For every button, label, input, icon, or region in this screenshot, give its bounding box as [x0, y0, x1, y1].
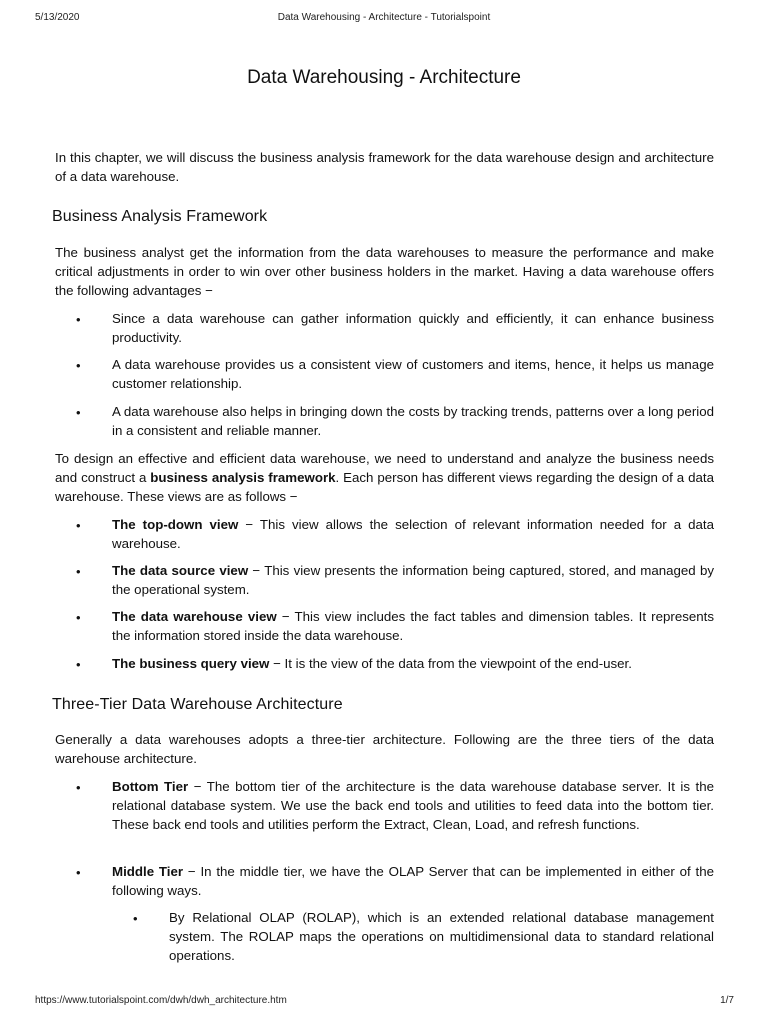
- bullet-icon: •: [133, 911, 138, 926]
- bullet-icon: •: [76, 564, 81, 579]
- section-heading-business-analysis: Business Analysis Framework: [52, 208, 268, 225]
- tier-item: Bottom Tier − The bottom tier of the architecture is the data warehouse database server. It is the relational database system. We use the back end tools and utilities to feed data into the bottom tier. These back end tools and utilities perform the Extract, Clean, Load, and refresh functions.: [112, 779, 714, 832]
- bullet-icon: •: [76, 780, 81, 795]
- view-item: The top-down view − This view allows the selection of relevant information needed for a data warehouse.: [112, 517, 714, 551]
- business-analyst-paragraph: The business analyst get the information from the data warehouses to measure the performance and make critical adjustments in order to win over other business holders in the market. Having a data warehouse offers the following advantages −: [55, 245, 714, 298]
- view-item: The business query view − It is the view of the data from the viewpoint of the end-user.: [112, 656, 632, 671]
- intro-paragraph: In this chapter, we will discuss the business analysis framework for the data warehouse design and architecture of a data warehouse.: [55, 150, 714, 184]
- sub-item: By Relational OLAP (ROLAP), which is an extended relational database management system. The ROLAP maps the operations on multidimensional data to standard relational operations.: [169, 910, 714, 963]
- page-title: Data Warehousing - Architecture: [247, 67, 521, 88]
- print-date: 5/13/2020: [35, 12, 80, 23]
- bullet-icon: •: [76, 358, 81, 373]
- page-number: 1/7: [720, 995, 734, 1006]
- print-page-title: Data Warehousing - Architecture - Tutorialspoint: [277, 12, 491, 23]
- bullet-icon: •: [76, 312, 81, 327]
- bold-term: business analysis framework: [150, 470, 336, 485]
- advantage-item: Since a data warehouse can gather information quickly and efficiently, it can enhance business productivity.: [112, 311, 714, 345]
- bullet-icon: •: [76, 405, 81, 420]
- tier-item: Middle Tier − In the middle tier, we have the OLAP Server that can be implemented in either of the following ways.: [112, 864, 714, 898]
- print-url: https://www.tutorialspoint.com/dwh/dwh_architecture.htm: [35, 995, 287, 1006]
- advantage-item: A data warehouse provides us a consistent view of customers and items, hence, it helps us manage customer relationship.: [112, 357, 714, 391]
- view-item: The data source view − This view presents the information being captured, stored, and managed by the operational system.: [112, 563, 714, 597]
- advantage-item: A data warehouse also helps in bringing down the costs by tracking trends, patterns over a long period in a consistent and reliable manner.: [112, 404, 714, 438]
- view-item: The data warehouse view − This view includes the fact tables and dimension tables. It represents the information stored inside the data warehouse.: [112, 609, 714, 643]
- design-paragraph: To design an effective and efficient data warehouse, we need to understand and analyze the business needs and construct a business analysis framework. Each person has different views regarding the design of a data warehouse. These views are as follows −: [55, 451, 714, 504]
- bullet-icon: •: [76, 657, 81, 672]
- section-heading-three-tier: Three-Tier Data Warehouse Architecture: [52, 696, 343, 713]
- bullet-icon: •: [76, 518, 81, 533]
- bullet-icon: •: [76, 865, 81, 880]
- three-tier-paragraph: Generally a data warehouses adopts a three-tier architecture. Following are the three tiers of the data warehouse architecture.: [55, 732, 714, 766]
- bullet-icon: •: [76, 610, 81, 625]
